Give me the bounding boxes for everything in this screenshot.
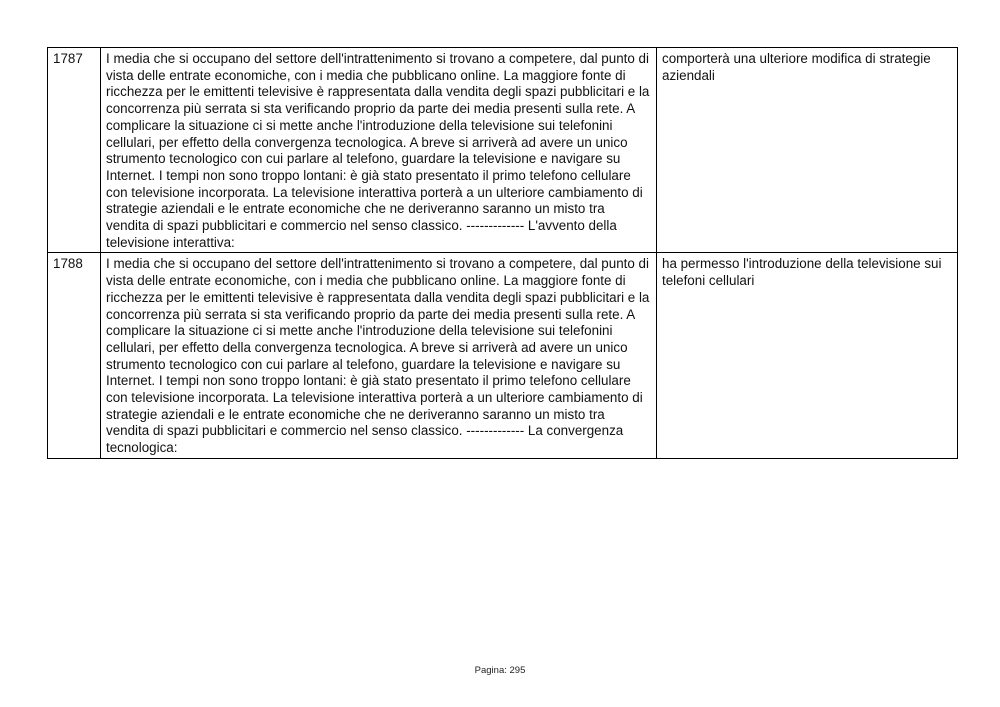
table-row (48, 253, 958, 458)
question-text-cell: I media che si occupano del settore dell'intrattenimento si trovano a competere, dal punto di vista delle entrate economiche, con i media che pubblicano online. La maggiore fonte di ricchezza per le emittenti televisive è rappresentata dalla vendita degli spazi pubblicitari e la concorrenza più serrata si sta verificando proprio da parte dei media presenti sulla rete. A complicare la situazione ci si mette anche l'introduzione della televisione sui telefonini cellulari, per effetto della convergenza tecnologica. A breve si arriverà ad avere un unico strumento tecnologico con cui parlare al telefono, guardare la televisione e navigare su Internet. I tempi non sono troppo lontani: è già stato presentato il primo telefono cellulare con televisione incorporata. La televisione interattiva porterà a un ulteriore cambiamento di strategie aziendali e le entrate economiche che ne deriveranno saranno un misto tra vendita di spazi pubblicitari e commercio nel senso classico. ------------- L'avvento della televisione interattiva: (101, 48, 657, 253)
question-id-cell: 1788 (48, 253, 101, 458)
answer-cell: ha permesso l'introduzione della televisione sui telefoni cellulari (657, 253, 958, 458)
question-id-cell: 1787 (48, 48, 101, 253)
question-text-cell: I media che si occupano del settore dell'intrattenimento si trovano a competere, dal punto di vista delle entrate economiche, con i media che pubblicano online. La maggiore fonte di ricchezza per le emittenti televisive è rappresentata dalla vendita degli spazi pubblicitari e la concorrenza più serrata si sta verificando proprio da parte dei media presenti sulla rete. A complicare la situazione ci si mette anche l'introduzione della televisione sui telefonini cellulari, per effetto della convergenza tecnologica. A breve si arriverà ad avere un unico strumento tecnologico con cui parlare al telefono, guardare la televisione e navigare su Internet. I tempi non sono troppo lontani: è già stato presentato il primo telefono cellulare con televisione incorporata. La televisione interattiva porterà a un ulteriore cambiamento di strategie aziendali e le entrate economiche che ne deriveranno saranno un misto tra vendita di spazi pubblicitari e commercio nel senso classico. ------------- La convergenza tecnologica: (101, 253, 657, 458)
question-table (47, 47, 958, 459)
table-row (48, 48, 958, 253)
answer-cell: comporterà una ulteriore modifica di strategie aziendali (657, 48, 958, 253)
page-number: Pagina: 295 (474, 665, 526, 676)
